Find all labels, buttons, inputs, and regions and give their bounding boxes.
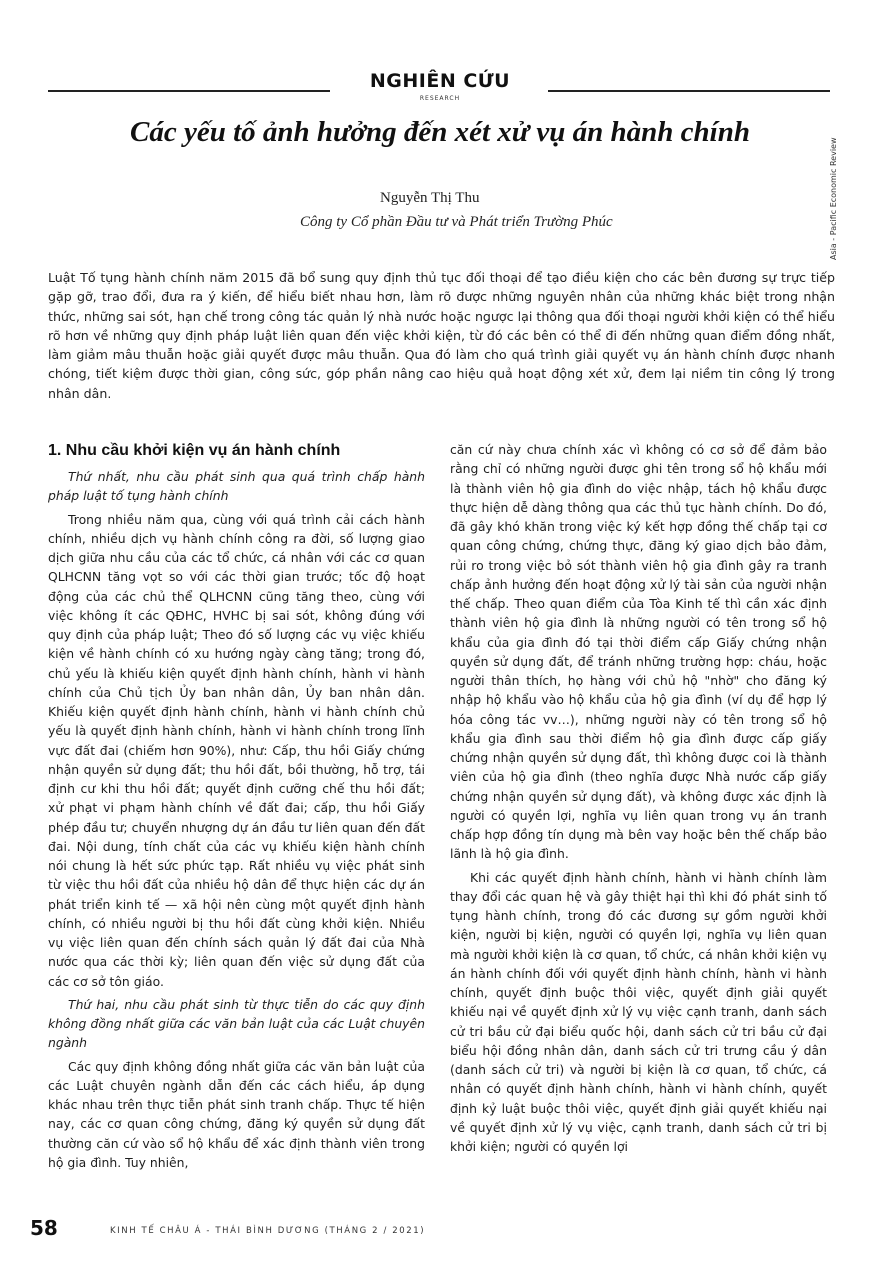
body-paragraph: Các quy định không đồng nhất giữa các văn bản luật của các Luật chuyên ngành dẫn đến các cách hiểu, áp dụng khác nhau trên thực tiễn phát sinh tranh chấp. Thực tế hiện nay, các cơ quan công chứng, đăng ký quyền sử dụng đất thường căn cứ vào sổ hộ khẩu để xác định thành viên trong hộ gia đình. Tuy nhiên, (48, 1058, 425, 1170)
body-column-right (450, 440, 827, 1200)
header-rule-right (548, 90, 830, 92)
section-heading: 1. Nhu cầu khởi kiện vụ án hành chính (48, 442, 341, 459)
article-title: Các yếu tố ảnh hưởng đến xét xử vụ án hành chính (130, 116, 750, 148)
body-column-left (48, 440, 425, 1200)
article-author: Nguyễn Thị Thu (380, 190, 480, 206)
journal-side-label: Asia - Pacific Economic Review (829, 137, 838, 260)
article-abstract: Luật Tố tụng hành chính năm 2015 đã bổ sung quy định thủ tục đối thoại để tạo điều kiện cho các bên đương sự trực tiếp gặp gỡ, trao đổi, đưa ra ý kiến, để hiểu biết nhau hơn, làm rõ được những nguyên nhân của những khác biệt trong nhận thức, những sai sót, hạn chế trong công tác quản lý nhà nước hoặc ngược lại thông qua đối thoại người khởi kiện có thể hiểu rõ hơn về những quy định pháp luật liên quan đến việc khởi kiện, từ đó các bên có thể đi đến những quan điểm đồng nhất, làm giảm mâu thuẫn hoặc giải quyết được mâu thuẫn. Qua đó làm cho quá trình giải quyết vụ án hành chính được nhanh chóng, tiết kiệm được thời gian, công sức, góp phần nâng cao hiệu quả hoạt động xét xử, đem lại niềm tin công lý trong nhân dân. (48, 270, 835, 401)
page-number: 58 (30, 1216, 58, 1240)
body-paragraph: căn cứ này chưa chính xác vì không có cơ sở để đảm bảo rằng chỉ có những người được ghi tên trong sổ hộ khẩu mới là thành viên hộ gia đình do việc nhập, tách hộ khẩu được thực hiện dễ dàng thông qua các thủ tục hành chính. Do đó, đã gây khó khăn trong việc ký kết hợp đồng thế chấp tại cơ quan công chứng, chứng thực, đăng ký giao dịch bảo đảm, rủi ro trong việc bỏ sót thành viên hộ gia đình gây ra tranh chấp ảnh hưởng đến hoạt động xử lý tài sản của người nhận thế chấp. Theo quan điểm của Tòa Kinh tế thì cần xác định thành viên hộ gia đình là những người có tên trong sổ hộ khẩu của gia đình đó tại thời điểm cấp Giấy chứng nhận quyền sử dụng đất, để tránh những trường hợp: cháu, hoặc người thân thích, họ hàng với chủ hộ "nhờ" cho đăng ký nhập hộ khẩu vào hộ khẩu của hộ gia đình (ví dụ để hợp lý hóa công tác vv…), những người này có tên trong sổ hộ khẩu gia đình sau thời điểm hộ gia đình được cấp giấy chứng nhận quyền sử dụng đất, thì không được coi là thành viên của hộ gia đình (theo nghĩa được Nhà nước cấp giấy chứng nhận quyền sử dụng đất), và không được xác định là người có quyền lợi, nghĩa vụ liên quan trong vụ án tranh chấp hợp đồng tín dụng mà bên vay hoặc bên thế chấp bảo lãnh là hộ gia đình. (450, 442, 827, 862)
section-label: NGHIÊN CỨU (369, 70, 511, 92)
journal-footer: KINH TẾ CHÂU Á - THÁI BÌNH DƯƠNG (THÁNG 2 / 2021) (110, 1226, 426, 1236)
section-sub-label: RESEARCH (419, 95, 461, 102)
body-paragraph: Trong nhiều năm qua, cùng với quá trình cải cách hành chính, nhiều dịch vụ hành chính công ra đời, số lượng giao dịch giữa nhu cầu của các tổ chức, cá nhân với các cơ quan QLHCNN tăng vọt so với các thời gian trước; tốc độ hoạt động của các chủ thể QLHCNN cũng tăng theo, cùng với việc không ít các QĐHC, HVHC bị sai sót, không đúng với quy định của pháp luật; Theo đó số lượng các vụ việc khiếu kiện về hành chính có xu hướng ngày càng tăng; trong đó, chủ yếu là khiếu kiện quyết định hành chính, hành vi hành chính của Chủ tịch Ủy ban nhân dân, Ủy ban nhân dân. Khiếu kiện quyết định hành chính, hành vi hành chính chủ yếu là quyết định hành chính, hành vi hành chính trong lĩnh vực đất đai (chiếm hơn 90%), như: Cấp, thu hồi Giấy chứng nhận quyền sử dụng đất; thu hồi đất, bồi thường, hỗ trợ, tái định cư khi thu hồi đất; quyết định cưỡng chế thu hồi đất; xử phạt vi phạm hành chính về đất đai; cấp, thu hồi Giấy phép đầu tư; chuyển nhượng dự án đầu tư liên quan đến đất đai. Nội dung, tính chất của các vụ khiếu kiện hành chính nói chung là hết sức phức tạp. Rất nhiều vụ việc phát sinh từ việc thu hồi đất của nhiều hộ dân để thực hiện các dự án phát triển kinh tế — xã hội nên cùng một quyết định hành chính, có nhiều người bị thu hồi đất cùng khởi kiện. Nhiều vụ việc liên quan đến chính sách quản lý đất đai của Nhà nước qua các thời kỳ; liên quan đến việc sử dụng đất của các cơ sở tôn giáo. (48, 511, 425, 989)
body-paragraph: Thứ hai, nhu cầu phát sinh từ thực tiễn do các quy định không đồng nhất giữa các văn bản luật của các Luật chuyên ngành (48, 996, 425, 1051)
body-paragraph: Thứ nhất, nhu cầu phát sinh qua quá trình chấp hành pháp luật tố tụng hành chính (48, 469, 425, 504)
author-affiliation: Công ty Cổ phần Đầu tư và Phát triển Trường Phúc (300, 214, 613, 230)
body-paragraph: Khi các quyết định hành chính, hành vi hành chính làm thay đổi các quan hệ và gây thiệt hại thì khi đó phát sinh tố tụng hành chính, trong đó các đương sự gồm người khởi kiện, người bị kiện, người có quyền lợi, nghĩa vụ liên quan mà người khởi kiện là cơ quan, tổ chức, cá nhân khởi kiện vụ án hành chính đối với quyết định hành chính, hành vi hành chính, quyết định buộc thôi việc, quyết định giải quyết khiếu nại về quyết định xử lý vụ việc cạnh tranh, danh sách cử tri bầu cử đại biểu quốc hội, danh sách cử tri bầu cử đại biểu hội đồng nhân dân, danh sách cử tri trưng cầu ý dân (danh sách cử tri) và người bị kiện là cơ quan, tổ chức, cá nhân có quyết định hành chính, hành vi hành chính, quyết định kỷ luật buộc thôi việc, quyết định giải quyết khiếu nại về quyết định xử lý vụ việc, cạnh tranh, danh sách cử tri bị khởi kiện; người có quyền lợi (450, 869, 827, 1154)
header-rule-left (48, 90, 330, 92)
